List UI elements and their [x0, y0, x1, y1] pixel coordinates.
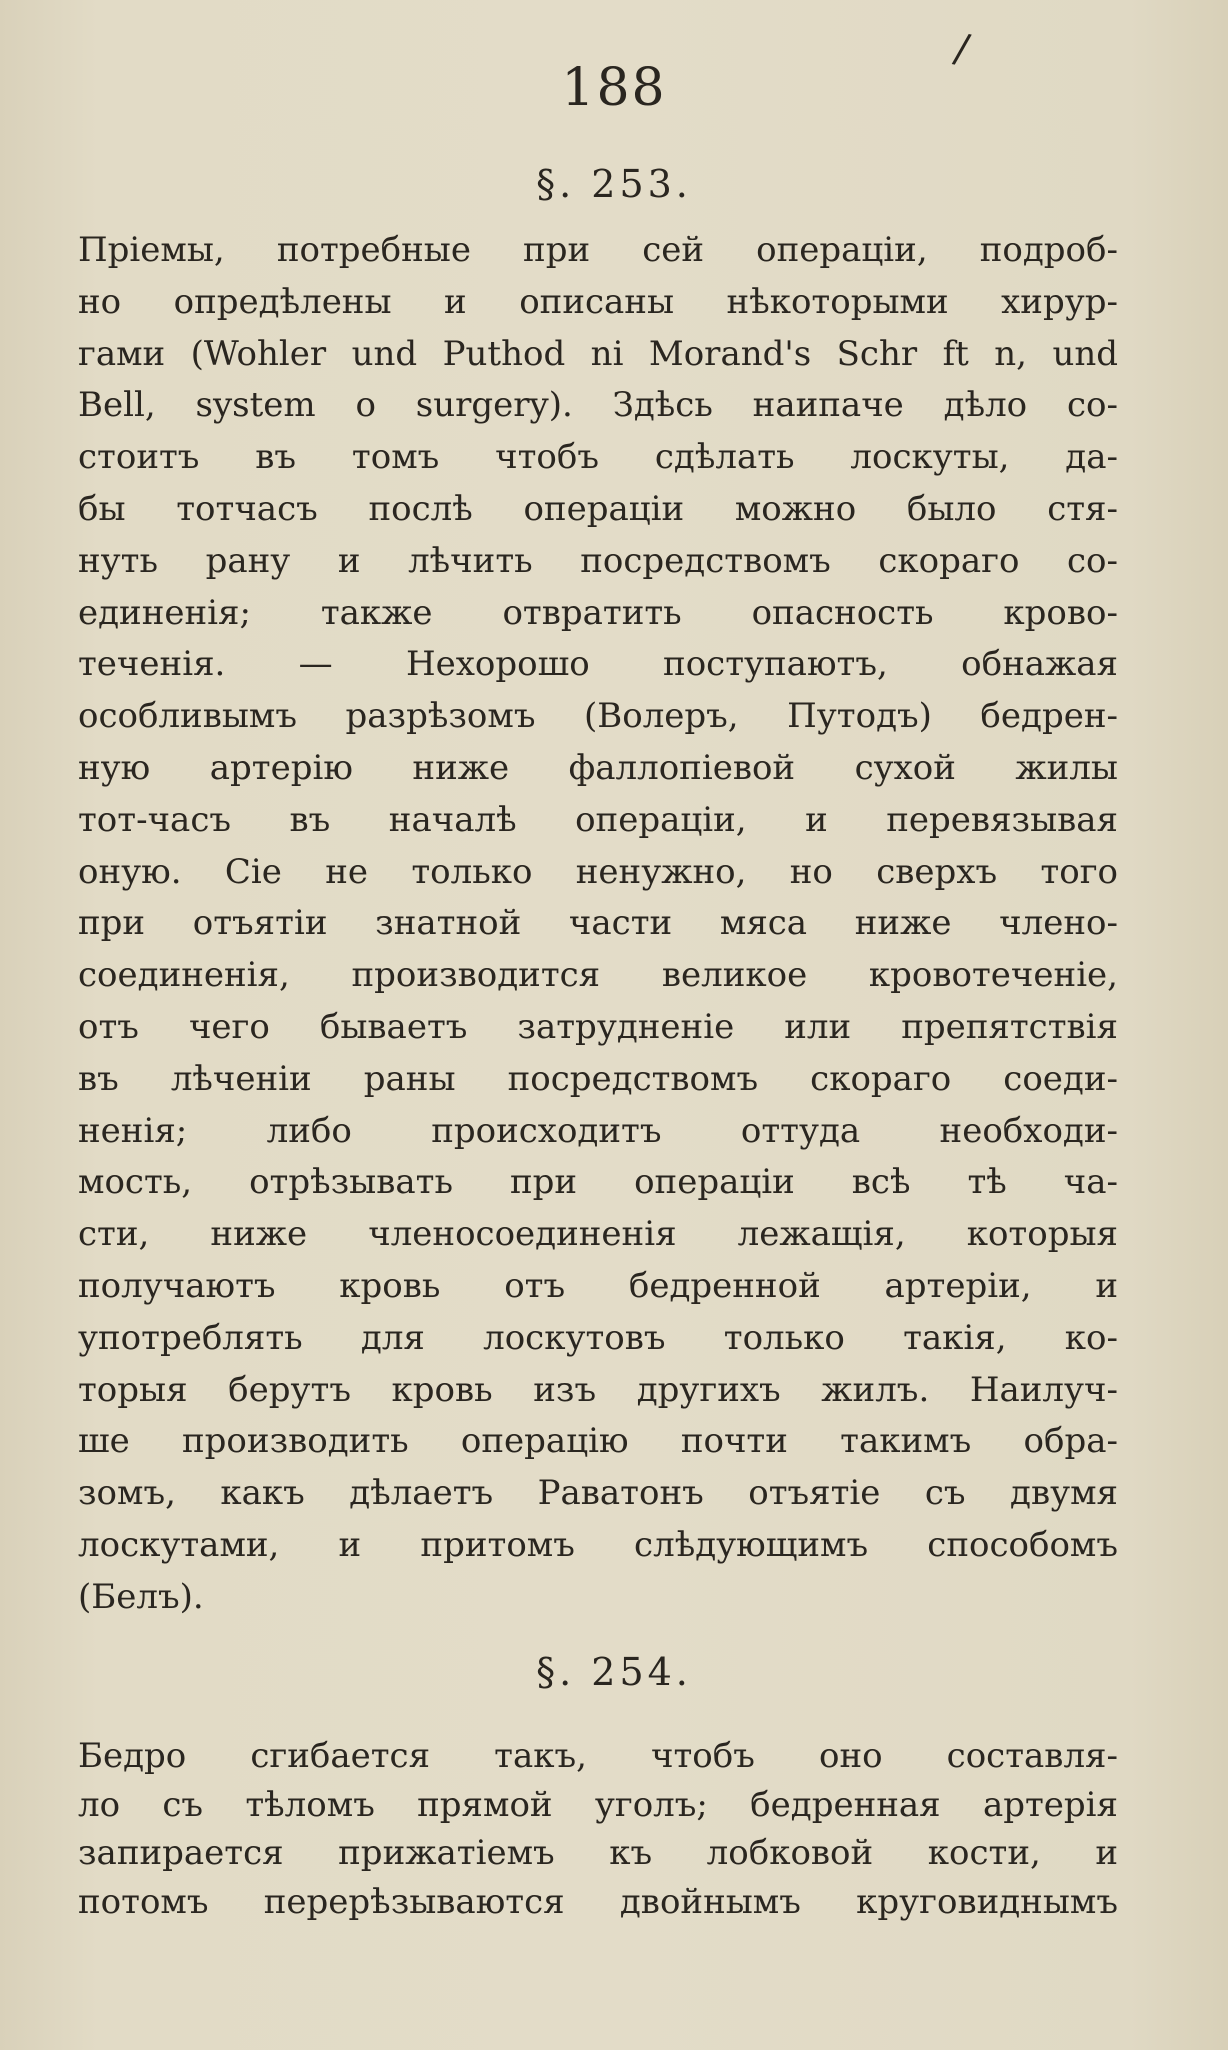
text-line: потомъ перерѣзываются двойнымъ круговиднымъ — [78, 1881, 1118, 1922]
text-line: ло съ тѣломъ прямой уголъ; бедренная артерія — [78, 1784, 1118, 1825]
text-line: ную артерію ниже фаллопіевой сухой жилы — [78, 747, 1118, 788]
text-line: бы тотчасъ послѣ операціи можно было стя- — [78, 488, 1118, 529]
text-line: мость, отрѣзывать при операціи всѣ тѣ ча- — [78, 1162, 1118, 1203]
text-line: лоскутами, и притомъ слѣдующимъ способомъ — [78, 1524, 1118, 1565]
text-line: въ лѣченіи раны посредствомъ скораго соеди- — [78, 1058, 1118, 1099]
section-heading-254: §. 254. — [536, 1650, 692, 1694]
text-line: торыя берутъ кровь изъ другихъ жилъ. Наилуч- — [78, 1369, 1118, 1410]
text-line: единенія; также отвратить опасность крово- — [78, 592, 1118, 633]
margin-tick-mark: / — [950, 25, 974, 73]
text-line: ненія; либо происходитъ оттуда необходи- — [78, 1110, 1118, 1151]
text-line: соединенія, производится великое кровотеченіе, — [78, 955, 1118, 996]
section-253-body — [78, 225, 1118, 1624]
text-line: Пріемы, потребные при сей операціи, подроб- — [78, 230, 1118, 270]
text-line: получаютъ кровь отъ бедренной артеріи, и — [78, 1265, 1118, 1306]
text-line: особливымъ разрѣзомъ (Волеръ, Путодъ) бедрен- — [78, 696, 1118, 737]
text-line: теченія. — Нехорошо поступаютъ, обнажая — [78, 644, 1118, 685]
text-line: нуть рану и лѣчить посредствомъ скораго со- — [78, 540, 1118, 581]
text-line: тот-часъ въ началѣ операціи, и перевязывая — [78, 799, 1118, 840]
text-line: употреблять для лоскутовъ только такія, ко- — [78, 1317, 1118, 1358]
text-line: Bell, system o surgery). Здѣсь наипаче дѣло со- — [78, 385, 1118, 426]
text-line: но опредѣлены и описаны нѣкоторыми хирур- — [78, 281, 1118, 322]
section-heading-253: §. 253. — [536, 162, 692, 206]
text-line: (Белъ). — [78, 1576, 204, 1617]
text-line: ше производить операцію почти такимъ обра- — [78, 1421, 1118, 1462]
text-line: сти, ниже членосоединенія лежащія, которыя — [78, 1214, 1118, 1255]
text-line: гами (Wohler und Puthod ni Morand's Schr ft n, und — [78, 333, 1118, 374]
text-line: отъ чего бываетъ затрудненіе или препятствія — [78, 1006, 1118, 1047]
page-number: 188 — [561, 58, 667, 118]
text-line: стоитъ въ томъ чтобъ сдѣлать лоскуты, да- — [78, 437, 1118, 478]
text-line: зомъ, какъ дѣлаетъ Раватонъ отъятіе съ двумя — [78, 1473, 1118, 1514]
text-line: Бедро сгибается такъ, чтобъ оно составля- — [78, 1736, 1118, 1776]
text-line: оную. Сіе не только ненужно, но сверхъ того — [78, 851, 1118, 892]
section-254-body — [78, 1732, 1118, 1926]
text-line: запирается прижатіемъ къ лобковой кости, и — [78, 1833, 1118, 1873]
text-line: при отъятіи знатной части мяса ниже члено- — [78, 903, 1118, 944]
